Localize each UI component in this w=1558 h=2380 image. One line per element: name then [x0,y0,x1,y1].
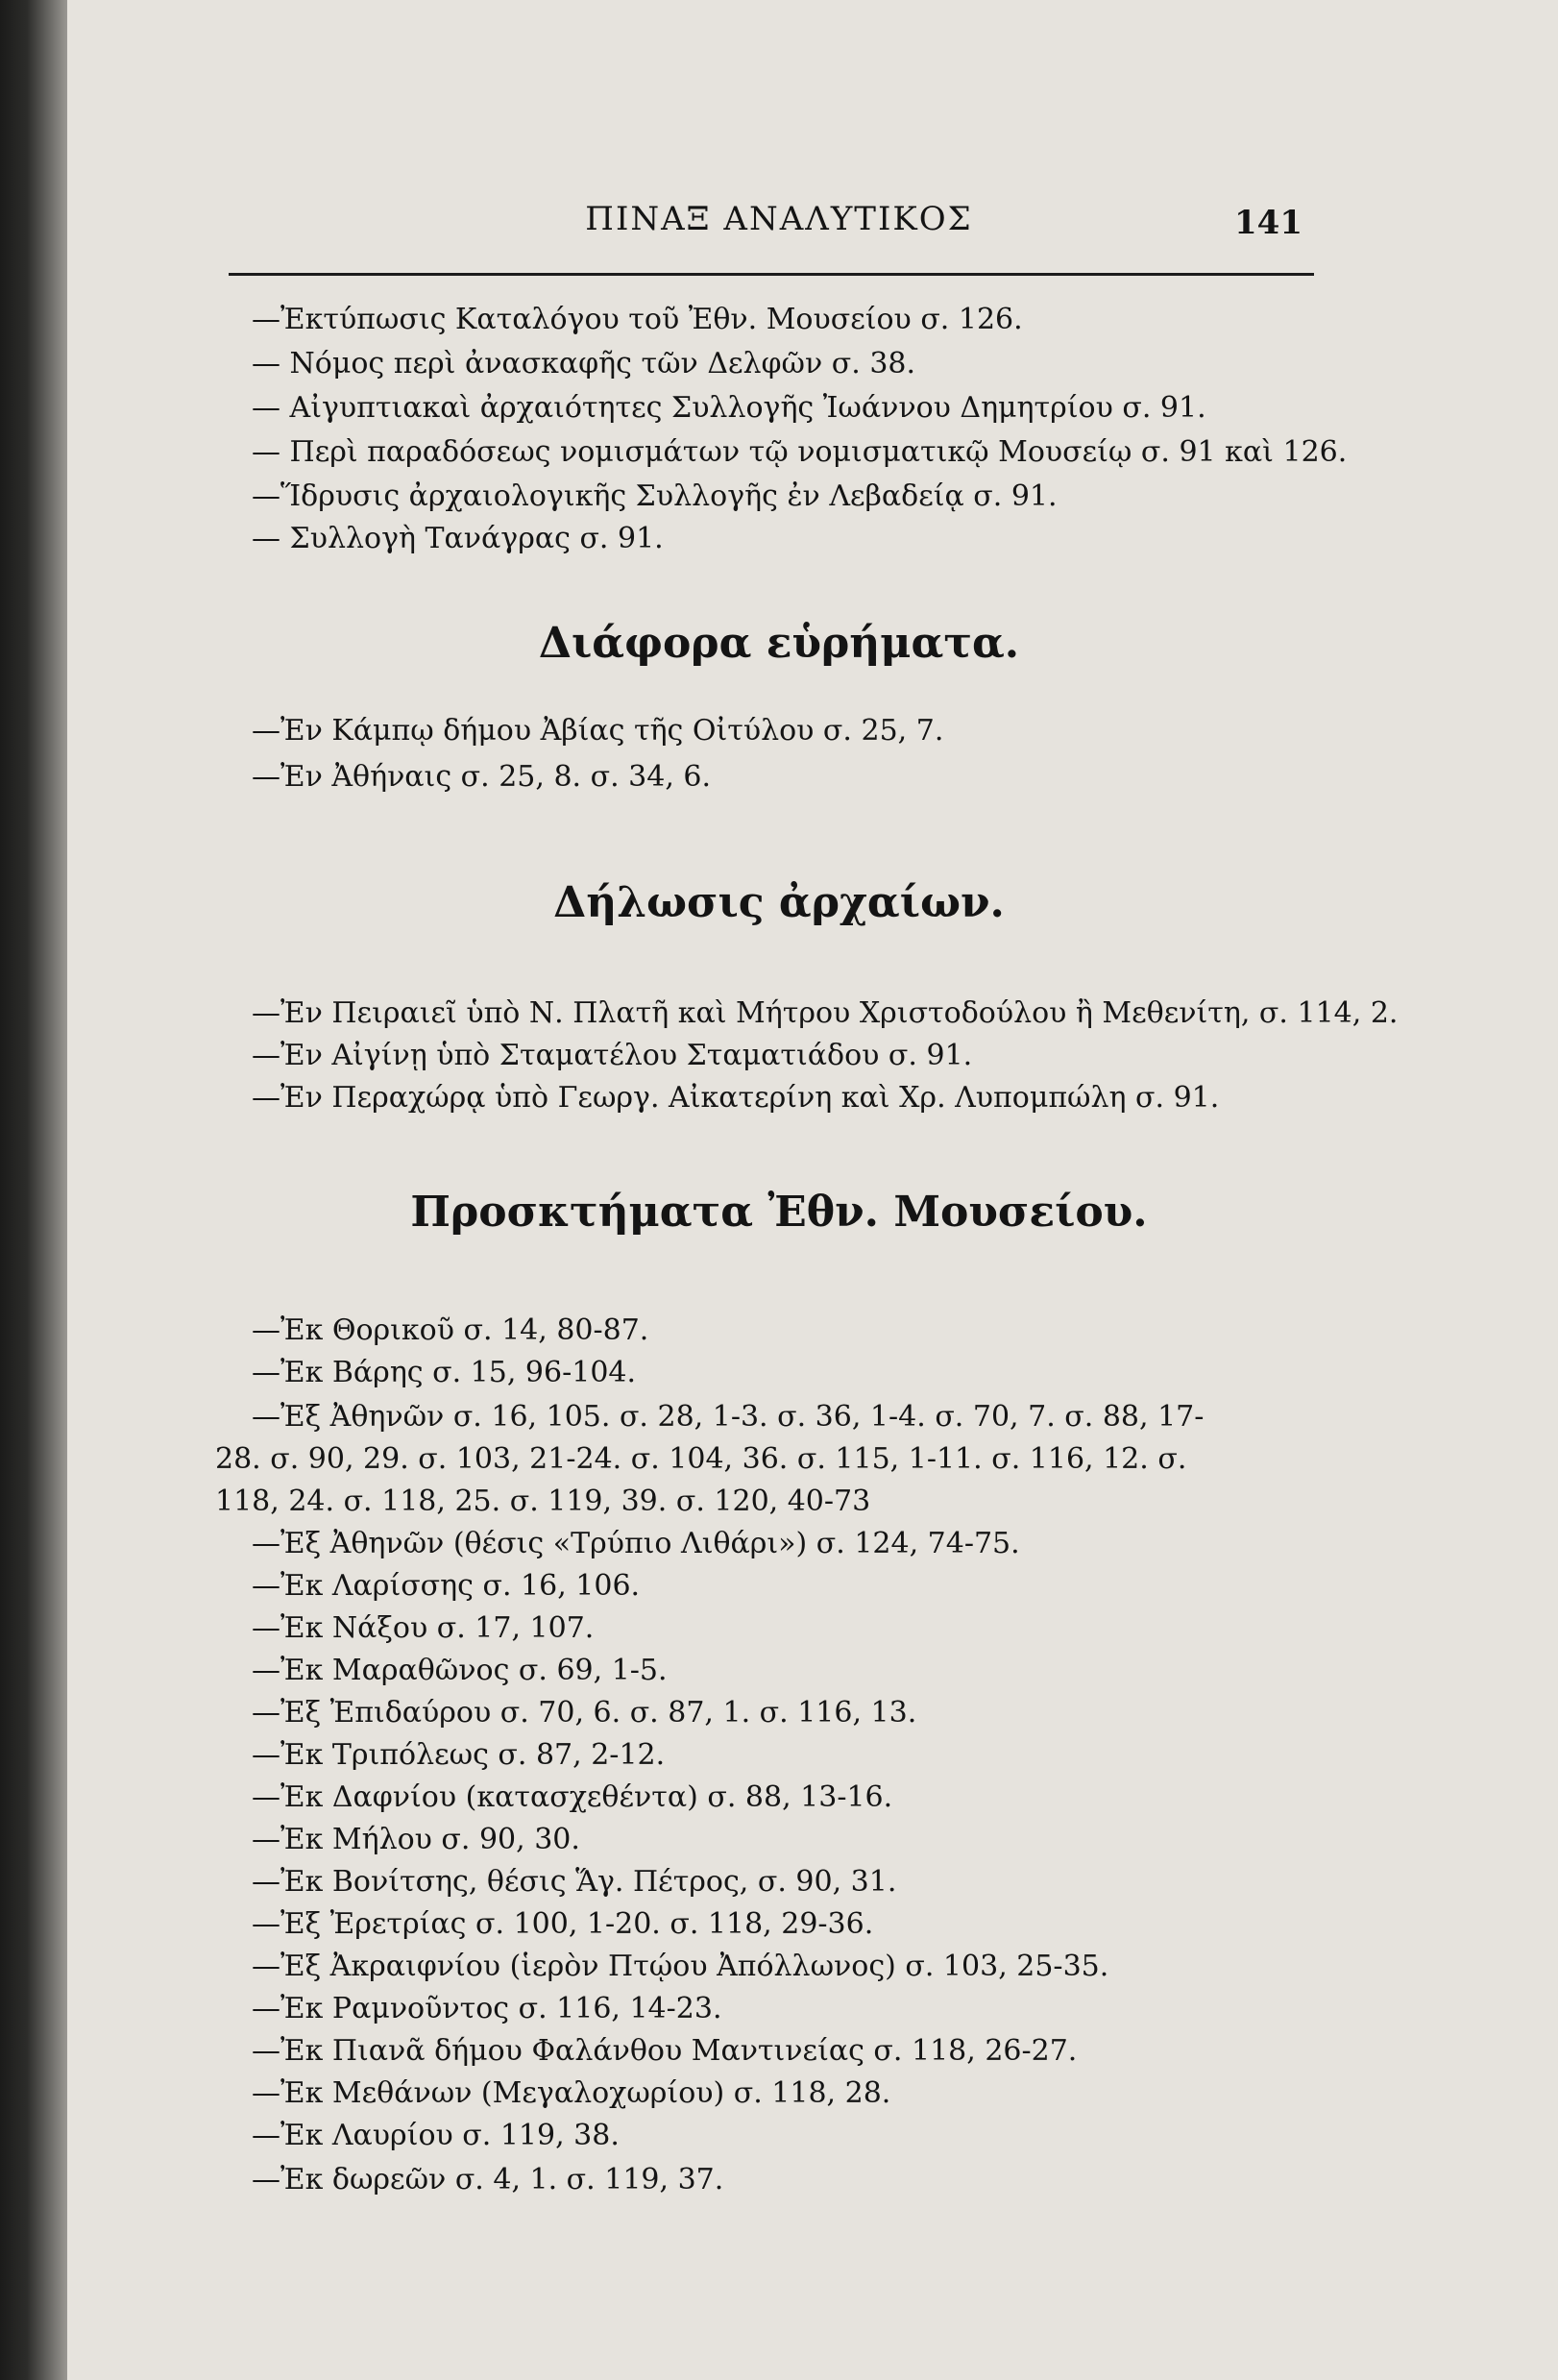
index-entry: —Ἐξ Ἐρετρίας σ. 100, 1-20. σ. 118, 29-36. [252,1907,874,1941]
index-entry: —Ἐκ Μήλου σ. 90, 30. [252,1823,580,1856]
running-head: ΠΙΝΑΞ ΑΝΑΛΥΤΙΚΟΣ [585,200,973,238]
index-entry: —Ἐν Αἰγίνῃ ὑπὸ Σταματέλου Σταματιάδου σ. 91. [252,1039,973,1072]
index-entry: —Ἐκ Θορικοῦ σ. 14, 80-87. [252,1313,649,1347]
index-entry: —Ἐξ Ἀθηνῶν σ. 16, 105. σ. 28, 1-3. σ. 36, 1-4. σ. 70, 7. σ. 88, 17- [252,1400,1205,1434]
index-entry: —Ἐκ Ραμνοῦντος σ. 116, 14-23. [252,1992,722,2025]
index-entry: —Ἐν Πειραιεῖ ὑπὸ Ν. Πλατῆ καὶ Μήτρου Χριστοδούλου ἢ Μεθενίτη, σ. 114, 2. [252,996,1399,1030]
index-entry: —Ἐκ Νάξου σ. 17, 107. [252,1611,595,1645]
index-entry: —Ἐκ Πιανᾶ δήμου Φαλάνθου Μαντινείας σ. 118, 26-27. [252,2034,1078,2068]
index-entry: —Ἐν Ἀθήναις σ. 25, 8. σ. 34, 6. [252,760,712,794]
index-entry: —Ἐκ Δαφνίου (κατασχεθέντα) σ. 88, 13-16. [252,1780,893,1814]
section-heading: Δήλωσις ἀρχαίων. [553,878,1005,927]
header-rule [229,273,1314,276]
page-number: 141 [1234,204,1302,242]
index-entry: —Ἐν Περαχώρᾳ ὑπὸ Γεωργ. Αἰκατερίνη καὶ Χρ. Λυπομπώλη σ. 91. [252,1081,1220,1115]
index-entry: — Περὶ παραδόσεως νομισμάτων τῷ νομισματικῷ Μουσείῳ σ. 91 καὶ 126. [252,435,1348,469]
index-entry: —Ἐν Κάμπῳ δήμου Ἀβίας τῆς Οἰτύλου σ. 25, 7. [252,714,944,748]
index-entry: —Ἐξ Ἐπιδαύρου σ. 70, 6. σ. 87, 1. σ. 116, 13. [252,1696,917,1730]
index-entry: —Ἐκ δωρεῶν σ. 4, 1. σ. 119, 37. [252,2163,724,2196]
index-entry: —Ἐξ Ἀκραιφνίου (ἱερὸν Πτῴου Ἀπόλλωνος) σ. 103, 25-35. [252,1950,1109,1983]
index-entry-continuation: 118, 24. σ. 118, 25. σ. 119, 39. σ. 120, 40-73 [215,1484,871,1518]
index-entry: —Ἐκτύπωσις Καταλόγου τοῦ Ἐθν. Μουσείου σ. 126. [252,303,1023,336]
index-entry: —Ἐκ Λαυρίου σ. 119, 38. [252,2119,620,2152]
section-heading: Προσκτήματα Ἐθν. Μουσείου. [410,1188,1148,1237]
index-entry-continuation: 28. σ. 90, 29. σ. 103, 21-24. σ. 104, 36. σ. 115, 1-11. σ. 116, 12. σ. [215,1442,1187,1476]
index-entry: —Ἐκ Βονίτσης, θέσις Ἅγ. Πέτρος, σ. 90, 31. [252,1865,897,1899]
index-entry: —Ἐκ Μεθάνων (Μεγαλοχωρίου) σ. 118, 28. [252,2076,891,2110]
index-entry: — Αἰγυπτιακαὶ ἀρχαιότητες Συλλογῆς Ἰωάννου Δημητρίου σ. 91. [252,391,1206,425]
index-entry: —Ἐξ Ἀθηνῶν (θέσις «Τρύπιο Λιθάρι») σ. 124, 74-75. [252,1527,1020,1560]
section-heading: Διάφορα εὑρήματα. [538,619,1020,668]
book-spine-shadow [0,0,67,2380]
index-entry: —Ἐκ Τριπόλεως σ. 87, 2-12. [252,1738,666,1772]
index-entry: —Ἐκ Λαρίσσης σ. 16, 106. [252,1569,641,1603]
index-entry: —Ἵδρυσις ἀρχαιολογικῆς Συλλογῆς ἐν Λεβαδείᾳ σ. 91. [252,479,1058,513]
index-entry: — Συλλογὴ Τανάγρας σ. 91. [252,522,664,555]
index-entry: —Ἐκ Βάρης σ. 15, 96-104. [252,1356,637,1389]
index-entry: — Νόμος περὶ ἀνασκαφῆς τῶν Δελφῶν σ. 38. [252,347,916,380]
index-entry: —Ἐκ Μαραθῶνος σ. 69, 1-5. [252,1654,668,1687]
